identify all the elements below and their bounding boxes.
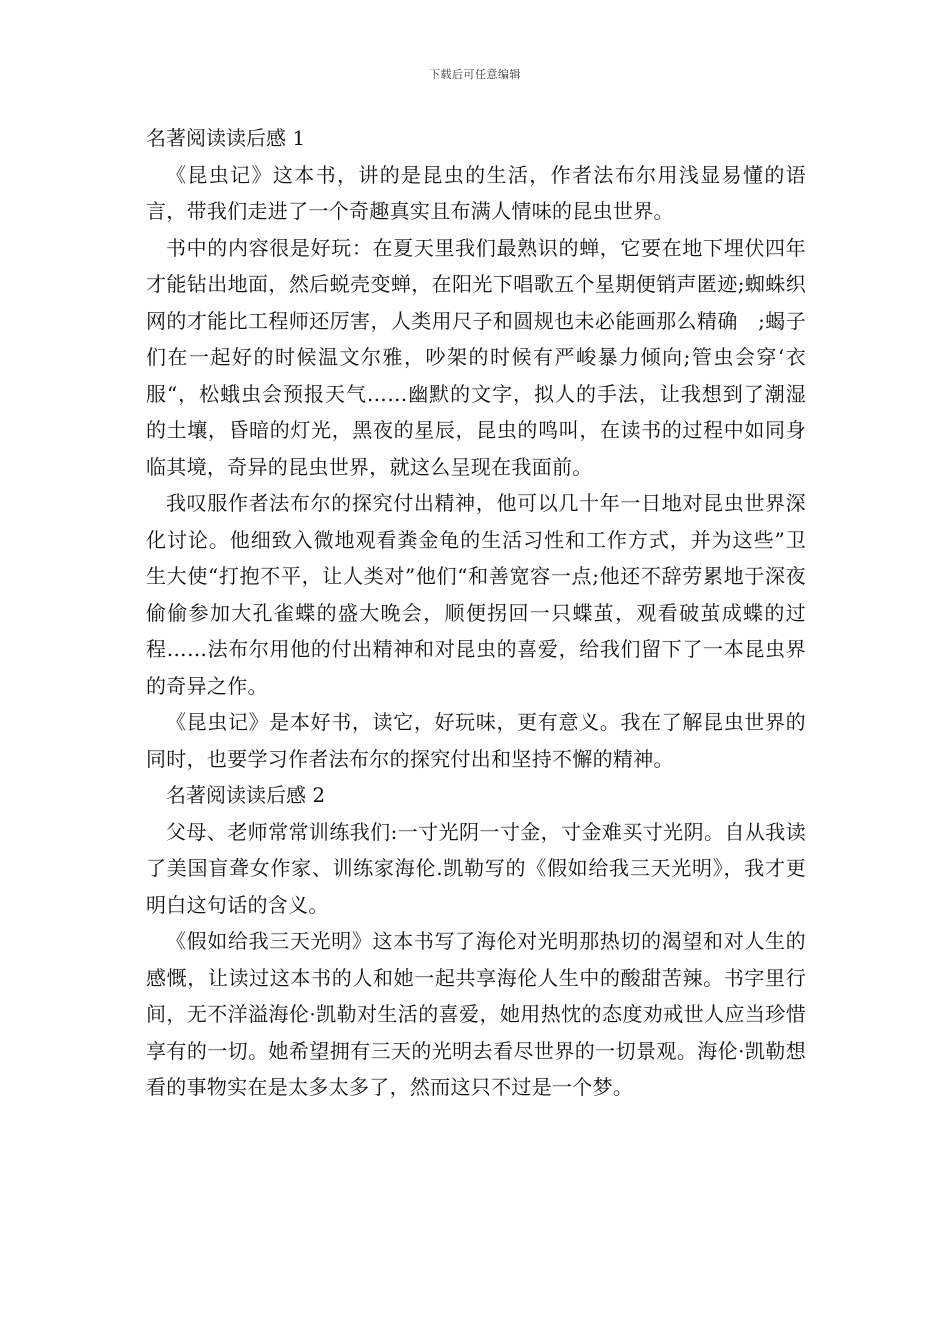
paragraph: 书中的内容很是好玩：在夏天里我们最熟识的蝉，它要在地下埋伏四年才能钻出地面，然后蜕壳变蝉，在阳光下唱歌五个星期便销声匿迹;蜘蛛织网的才能比工程师还厉害，人类用尺子和圆规也未必能画那么精确 ;蝎子们在一起好的时候温文尔雅，吵架的时候有严峻暴力倾向;管虫会穿‘衣服“，松蛾虫会预报天气……幽默的文字，拟人的手法，让我想到了潮湿的土壤，昏暗的灯光，黑夜的星辰，昆虫的鸣叫，在读书的过程中如同身临其境，奇异的昆虫世界，就这么呈现在我面前。 <box>146 235 806 479</box>
essay-section-1 <box>146 120 806 777</box>
paragraph: 《昆虫记》这本书，讲的是昆虫的生活，作者法布尔用浅显易懂的语言，带我们走进了一个奇趣真实且布满人情味的昆虫世界。 <box>146 162 806 223</box>
document-body <box>146 120 806 1106</box>
section-title: 名著阅读读后感 2 <box>166 783 326 807</box>
essay-section-2 <box>146 777 806 1106</box>
section-title: 名著阅读读后感 1 <box>146 126 306 150</box>
paragraph: 我叹服作者法布尔的探究付出精神，他可以几十年一日地对昆虫世界深化讨论。他细致入微地观看粪金龟的生活习性和工作方式，并为这些”卫生大使“打抱不平，让人类对”他们“和善宽容一点;他还不辞劳累地于深夜偷偷参加大孔雀蝶的盛大晚会，顺便拐回一只蝶茧，观看破茧成蝶的过程……法布尔用他的付出精神和对昆虫的喜爱，给我们留下了一本昆虫界的奇异之作。 <box>146 491 806 698</box>
paragraph: 父母、老师常常训练我们:一寸光阴一寸金，寸金难买寸光阴。自从我读了美国盲聋女作家、训练家海伦.凯勒写的《假如给我三天光明》，我才更明白这句话的含义。 <box>146 819 806 917</box>
page-header-note: 下载后可任意编辑 <box>429 68 521 81</box>
paragraph: 《假如给我三天光明》这本书写了海伦对光明那热切的渴望和对人生的感慨，让读过这本书的人和她一起共享海伦人生中的酸甜苦辣。书字里行间，无不洋溢海伦·凯勒对生活的喜爱，她用热忱的态度劝戒世人应当珍惜享有的一切。她希望拥有三天的光明去看尽世界的一切景观。海伦·凯勒想看的事物实在是太多太多了，然而这只不过是一个梦。 <box>146 929 806 1099</box>
paragraph: 《昆虫记》是本好书，读它，好玩味，更有意义。我在了解昆虫世界的同时，也要学习作者法布尔的探究付出和坚持不懈的精神。 <box>146 710 806 771</box>
